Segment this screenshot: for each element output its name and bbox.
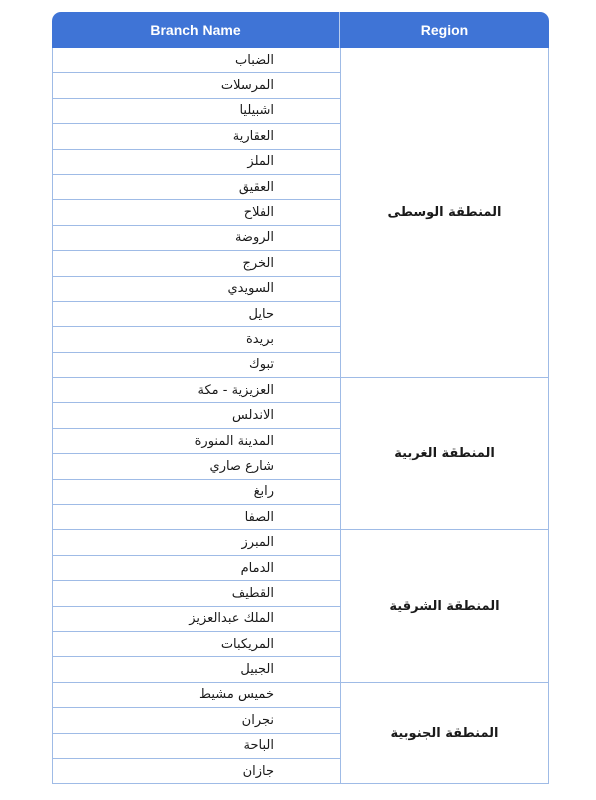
- branch-name-cell: الخرج: [52, 251, 340, 276]
- table-header: [52, 12, 549, 48]
- branch-name-cell: تبوك: [52, 353, 340, 378]
- branch-name-cell: خميس مشيط: [52, 683, 340, 708]
- table-body: [52, 48, 549, 784]
- branch-name-cell: اشبيليا: [52, 99, 340, 124]
- branch-name-header: Branch Name: [52, 12, 340, 48]
- table-row: [52, 683, 549, 708]
- branch-name-cell: الروضة: [52, 226, 340, 251]
- branches-table-container: [52, 12, 549, 784]
- branch-name-cell: الضباب: [52, 48, 340, 73]
- branch-name-cell: شارع صاري: [52, 454, 340, 479]
- branch-name-cell: الباحة: [52, 734, 340, 759]
- branch-name-cell: الملز: [52, 150, 340, 175]
- header-row: [52, 12, 549, 48]
- branch-name-cell: جازان: [52, 759, 340, 784]
- region-cell: المنطقة الشرقية: [340, 530, 549, 682]
- branch-name-cell: رابغ: [52, 480, 340, 505]
- region-cell: المنطقة الوسطى: [340, 48, 549, 378]
- table-row: [52, 48, 549, 73]
- branch-name-cell: الاندلس: [52, 403, 340, 428]
- branch-name-cell: حايل: [52, 302, 340, 327]
- branch-name-cell: نجران: [52, 708, 340, 733]
- region-cell: المنطقة الغربية: [340, 378, 549, 530]
- branch-name-cell: المدينة المنورة: [52, 429, 340, 454]
- table-row: [52, 378, 549, 403]
- branch-name-cell: الدمام: [52, 556, 340, 581]
- branch-name-cell: العقيق: [52, 175, 340, 200]
- region-cell: المنطقة الجنوبية: [340, 683, 549, 785]
- branch-name-cell: الملك عبدالعزيز: [52, 607, 340, 632]
- branch-name-cell: المريكبات: [52, 632, 340, 657]
- branch-name-cell: العقارية: [52, 124, 340, 149]
- table-row: [52, 530, 549, 555]
- branch-name-cell: بريدة: [52, 327, 340, 352]
- branches-table: [52, 12, 549, 784]
- branch-name-cell: الفلاح: [52, 200, 340, 225]
- branch-name-cell: القطيف: [52, 581, 340, 606]
- region-header: Region: [340, 12, 549, 48]
- branch-name-cell: الصفا: [52, 505, 340, 530]
- branch-name-cell: العزيزية - مكة: [52, 378, 340, 403]
- branch-name-cell: المبرز: [52, 530, 340, 555]
- branch-name-cell: المرسلات: [52, 73, 340, 98]
- branch-name-cell: السويدي: [52, 277, 340, 302]
- branch-name-cell: الجبيل: [52, 657, 340, 682]
